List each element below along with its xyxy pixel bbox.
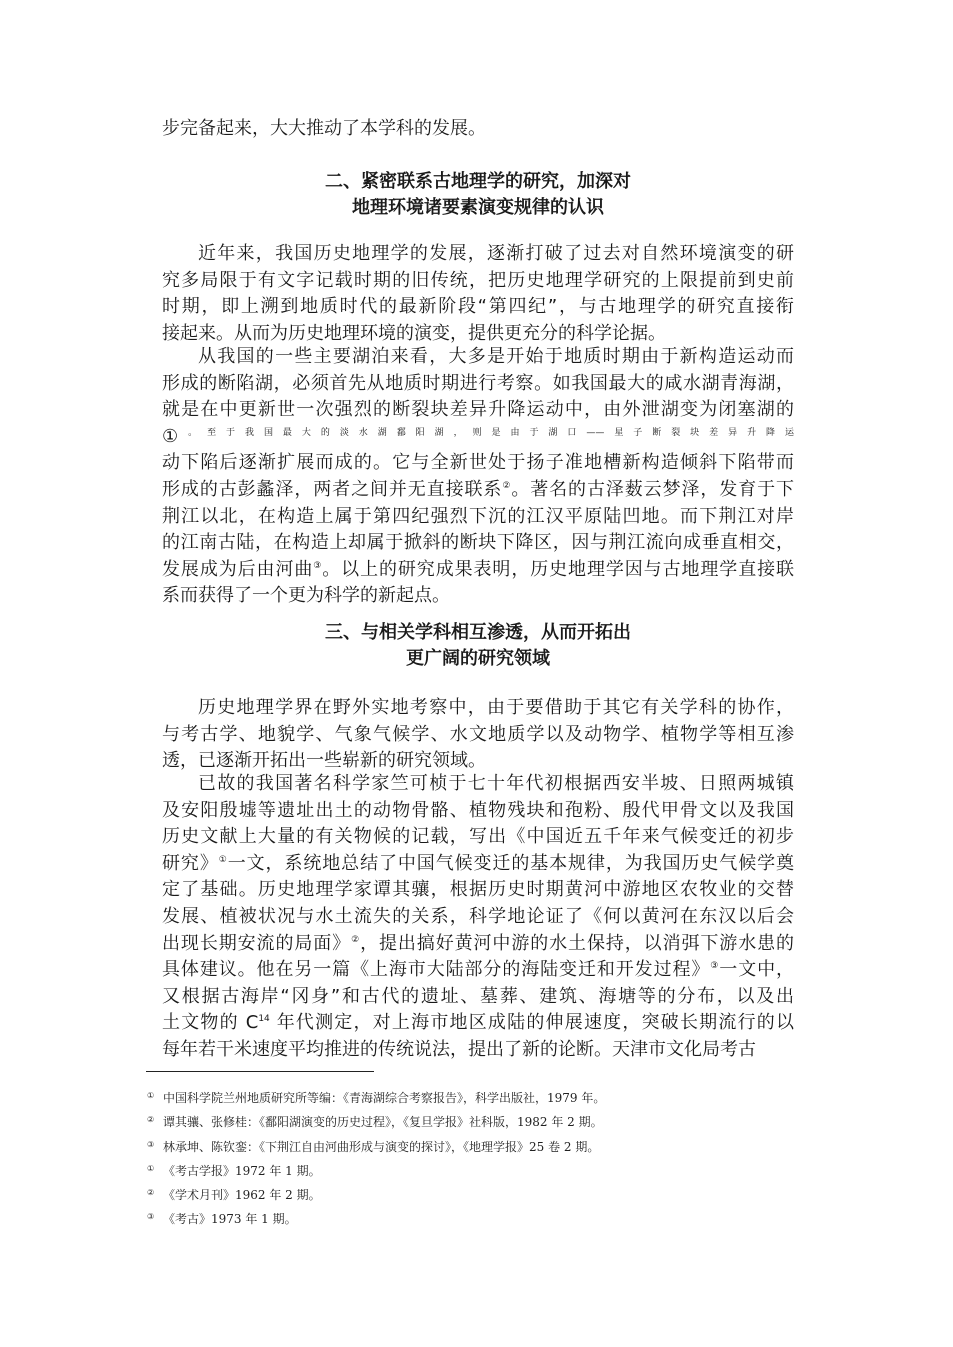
footnote-item <box>147 1182 787 1206</box>
footnote-separator <box>146 1071 374 1072</box>
footnote-mark: ① <box>147 1091 155 1100</box>
text-segment: 一文，系统地总结了中国气候变迁的基本规律，为我国历史气候学奠 <box>227 852 794 874</box>
footnote-mark: ① <box>147 1163 155 1173</box>
text-line <box>162 1010 794 1037</box>
footnote-text: 林承坤、陈钦銮：《下荆江自由河曲形成与演变的探讨》，《地理学报》25 卷 2 期。 <box>163 1139 600 1154</box>
text-line: 定了基础。历史地理学家谭其骧，根据历史时期黄河中游地区农牧业的交替 <box>162 879 794 901</box>
footnotes <box>147 1085 787 1231</box>
text-line: 与考古学、地貌学、气象气候学、水文地质学以及动物学、植物学等相互渗 <box>162 723 794 745</box>
paragraph-continuation <box>162 116 794 143</box>
text-line: 从我国的一些主要湖泊来看，大多是开始于地质时期由于新构造运动而 <box>198 346 794 367</box>
text-line: 究多局限于有文字记载时期的旧传统，把历史地理学研究的上限提前到史前 <box>162 269 794 291</box>
paragraph-2 <box>162 344 794 610</box>
section-heading-2-line-2: 地理环境诸要素演变规律的认识 <box>352 197 604 218</box>
text-line <box>162 931 794 958</box>
footnote-item <box>147 1206 787 1230</box>
text-line: 的江南古陆，在构造上却属于掀斜的断块下降区，因与荆江流向成垂直相交， <box>162 532 794 554</box>
footnote-text: 《考古学报》1972 年 1 期。 <box>163 1163 321 1178</box>
footnote-mark: ② <box>147 1188 155 1198</box>
text-segment: 。以上的研究成果表明，历史地理学因与古地理学直接联 <box>322 558 794 580</box>
text-segment: 一文中， <box>719 959 794 981</box>
footnote-text: 《考古》1973 年 1 期。 <box>163 1212 297 1227</box>
text-line: 又根据古海岸“冈身”和古代的遗址、墓葬、建筑、海塘等的分布，以及出 <box>162 985 794 1007</box>
text-segment: 形成的古彭蠡泽，两者之间并无直接联系 <box>162 478 503 500</box>
text-line: 及安阳殷墟等遗址出土的动物骨骼、植物残块和孢粉、殷代甲骨文以及我国 <box>162 799 794 821</box>
text-line: 形成的断陷湖，必须首先从地质时期进行考察。如我国最大的咸水湖青海湖， <box>162 372 794 394</box>
section-heading-3 <box>162 620 794 672</box>
text-segment: 。著名的古泽薮云梦泽，发育于下 <box>511 478 794 500</box>
text-line: 近年来，我国历史地理学的发展，逐渐打破了过去对自然环境演变的研 <box>198 243 794 264</box>
text-line <box>162 557 794 584</box>
text-line: 已故的我国著名科学家竺可桢于七十年代初根据西安半坡、日照两城镇 <box>198 773 794 794</box>
text-segment: 出现长期安流的局面》 <box>162 932 352 954</box>
footnote-item <box>147 1109 787 1133</box>
footnote-item <box>147 1134 787 1158</box>
text-line <box>162 477 794 504</box>
footnote-text: 中国科学院兰州地质研究所等编：《青海湖综合考察报告》，科学出版社，1979 年。 <box>163 1091 606 1105</box>
text-line: 时期，即上溯到地质时代的最新阶段“第四纪”，与古地理学的研究直接衔 <box>162 296 794 318</box>
text-line: 动下陷后逐渐扩展而成的。它与全新世处于扬子准地槽新构造倾斜下陷带而 <box>162 452 794 474</box>
text-line: 接起来。从而为历史地理环境的演变，提供更充分的科学论据。 <box>162 322 666 344</box>
text-segment: 研究》 <box>162 852 219 874</box>
text-segment: 具体建议。他在另一篇《上海市大陆部分的海陆变迁和开发过程》 <box>162 959 711 981</box>
text-segment: ，提出搞好黄河中游的水土保持，以消弭下游水患的 <box>360 932 794 954</box>
text-line: 步完备起来，大大推动了本学科的发展。 <box>162 118 486 139</box>
text-segment: ① <box>162 425 189 447</box>
footnote-mark: ② <box>147 1115 155 1125</box>
text-line: 历史文献上大量的有关物候的记载，写出《中国近五千年来气候变迁的初步 <box>162 826 794 848</box>
text-line: 就是在中更新世一次强烈的断裂块差异升降运动中，由外泄湖变为闭塞湖的 <box>162 399 794 421</box>
footnote-item <box>147 1085 787 1109</box>
text-line <box>162 851 794 878</box>
text-segment: 年代测定，对上海市地区成陆的伸展速度，突破长期流行的以 <box>269 1012 794 1034</box>
paragraph-3 <box>162 695 794 775</box>
section-heading-2-line-1: 二、紧密联系古地理学的研究，加深对 <box>325 171 631 192</box>
footnote-text: 谭其骧、张修桂：《鄱阳湖演变的历史过程》，《复旦学报》社科版，1982 年 2 期。 <box>163 1115 603 1130</box>
footnote-ref: ② <box>351 934 361 945</box>
footnote-ref: 。至于我国最大的淡水湖鄱阳湖，则是由于湖口——星子断裂块差异升降运 <box>188 427 794 438</box>
text-segment: 土文物的 C <box>162 1012 259 1034</box>
footnote-mark: ③ <box>147 1139 155 1149</box>
text-line <box>162 424 794 451</box>
footnote-mark: ③ <box>147 1212 155 1222</box>
footnote-ref: ③ <box>710 961 720 972</box>
footnote-ref: ② <box>502 480 512 491</box>
text-line: 系而获得了一个更为科学的新起点。 <box>162 585 450 607</box>
text-line: 每年若干米速度平均推进的传统说法，提出了新的论断。天津市文化局考古 <box>162 1038 756 1060</box>
footnote-text: 《学术月刊》1962 年 2 期。 <box>163 1188 321 1203</box>
text-segment: 发展成为后由河曲 <box>162 558 314 580</box>
section-heading-3-line-2: 更广阔的研究领域 <box>406 648 550 669</box>
paragraph-4 <box>162 771 794 1064</box>
paragraph-1 <box>162 241 794 347</box>
footnote-item <box>147 1158 787 1182</box>
text-line <box>162 957 794 984</box>
text-line: 透，已逐渐开拓出一些崭新的研究领域。 <box>162 750 486 772</box>
section-heading-3-line-1: 三、与相关学科相互渗透，从而开拓出 <box>325 622 631 643</box>
footnote-ref: ③ <box>313 560 323 571</box>
text-line: 发展、植被状况与水土流失的关系，科学地论证了《何以黄河在东汉以后会 <box>162 905 794 927</box>
text-line: 历史地理学界在野外实地考察中，由于要借助于其它有关学科的协作， <box>198 697 794 718</box>
footnote-ref: 14 <box>258 1014 270 1025</box>
footnote-ref: ① <box>218 854 228 865</box>
text-line: 荆江以北，在构造上属于第四纪强烈下沉的江汉平原陆凹地。而下荆江对岸 <box>162 505 794 527</box>
section-heading-2 <box>162 169 794 221</box>
